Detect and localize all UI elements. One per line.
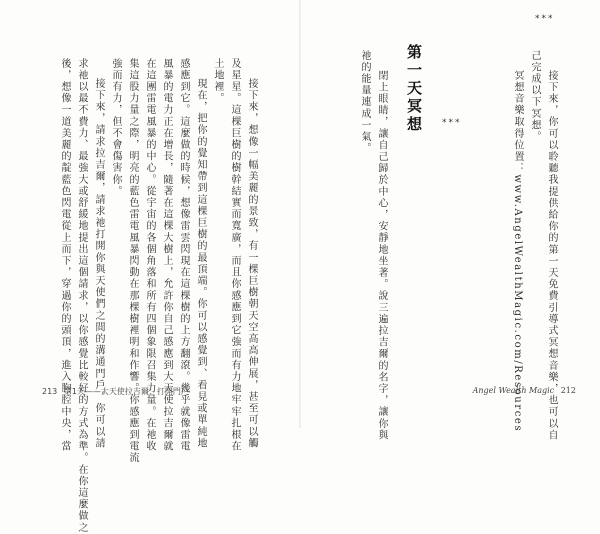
page-number: 212 bbox=[560, 386, 576, 395]
meditation-text bbox=[356, 50, 390, 442]
page-number: 213 bbox=[42, 387, 58, 396]
left-footer bbox=[42, 386, 189, 397]
paragraph: 現在，把你的覺知帶到這棵巨樹的最頂端。你可以感覺到、看見或單純地 bbox=[195, 78, 206, 450]
intro-text bbox=[509, 50, 560, 442]
paragraph: 在這團雷電風暴的中心。從宇宙的各個角落和所有四個象限召集力量。在祂收 bbox=[144, 58, 155, 453]
paragraph: 強而有力，但不會傷害你。 bbox=[110, 58, 121, 198]
resource-link: 冥想音樂取得位置：www.AngelWealthMagic.com/Resources bbox=[512, 70, 523, 433]
paragraph: 集這股力量之際，明亮的藍色雷電風暴閃動在那棵樹裡明和作響。你感應到電流 bbox=[127, 58, 138, 464]
section-ornament: *** bbox=[442, 118, 462, 128]
right-page bbox=[300, 0, 600, 442]
running-head: Angel Wealth Magic bbox=[472, 386, 555, 395]
running-head: 第1天——大天使拉吉爾：打開門戶 bbox=[63, 387, 189, 396]
paragraph: 接下來，想像一幅美麗的景致，有一棵巨樹朝天空高高伸展，甚至可以觸 bbox=[246, 78, 257, 450]
paragraph: 求祂以最不費力、最強大或舒緩地提出這個請求，以你感覺比較好的方式為準。在你這麼做之 bbox=[76, 58, 87, 534]
paragraph: 己完成以下冥想。 bbox=[529, 50, 540, 143]
right-footer bbox=[473, 386, 576, 395]
paragraph: 接下來，請求拉吉爾，請求祂打開你與天使們之間的溝通門戶。你可以請 bbox=[93, 78, 104, 450]
paragraph: 後，想像一道美麗的靛藍色閃電從上而下，穿過你的頭頂，進入胸腔中央，當 bbox=[59, 58, 70, 453]
section-ornament: *** bbox=[535, 14, 555, 24]
paragraph: 及星星。這棵巨樹的樹幹結實而寬廣，而且你感應到它強而有力地牢牢扎根在 bbox=[229, 58, 240, 453]
paragraph: 閉上眼睛，讓自己歸於中心，安靜地坐著。說三遍拉吉爾的名字，讓你與 bbox=[376, 70, 387, 442]
chapter-title: 第一天冥想 bbox=[405, 44, 423, 134]
paragraph: 接下來，你可以聆聽我提供給你的第一天免費引導式冥想音樂，也可以自 bbox=[546, 70, 557, 442]
paragraph: 祂的能量連成一氣。 bbox=[359, 50, 370, 155]
paragraph: 感應到它。這麼做的時候，想像雷雲閃現在這棵樹的上方翻滾。幾乎就像雷電 bbox=[178, 58, 189, 453]
paragraph: 風暴的電力正在增長，隨著在這棵大樹上，允許你自己感應到大天使拉吉爾就 bbox=[161, 58, 172, 453]
paragraph: 土地裡。 bbox=[212, 58, 223, 105]
